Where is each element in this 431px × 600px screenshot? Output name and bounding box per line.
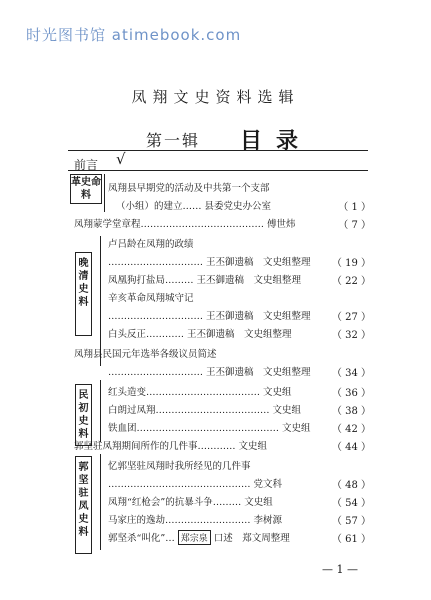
list-item: 红头造变……………………………… 文史组 xyxy=(108,387,292,398)
list-item: 卢吕龄在凤翔的政绩 xyxy=(108,239,194,250)
page-ref: （ 32 ） xyxy=(331,330,371,341)
watermark: 时光图书馆 atimebook.com xyxy=(26,26,242,44)
list-item: 凤翔蒙学堂章程………………………………… 傅世炜 xyxy=(74,219,296,230)
bracket-line xyxy=(100,454,101,550)
section-label-late-qing: 晚清史料 xyxy=(75,252,92,336)
list-item: 白头反正………… 王丕御遗稿 文史组整理 xyxy=(108,329,292,340)
list-item: 白朗过凤翔……………………………… 文史组 xyxy=(108,405,302,416)
name-stamp: 郑宗泉 xyxy=(178,530,211,545)
list-item: 郭坚驻凤翔期间所作的几件事………… 文史组 xyxy=(74,441,268,452)
bracket-line xyxy=(100,380,101,442)
page-ref: （ 44 ） xyxy=(331,442,371,453)
page-ref: （ 54 ） xyxy=(331,498,371,509)
list-item: ………………………… 王丕御遗稿 文史组整理 xyxy=(108,257,311,268)
list-item: 凤凰狗打盐局……… 王丕御遗稿 文史组整理 xyxy=(108,275,302,286)
list-item: ………………………… 王丕御遗稿 文史组整理 xyxy=(108,367,311,378)
section-label-revolution: 革史命料 xyxy=(70,174,102,204)
page-ref: （ 34 ） xyxy=(331,368,371,379)
page-ref: （ 7 ） xyxy=(338,220,371,231)
page-ref: （ 48 ） xyxy=(331,480,371,491)
list-item: 凤翔县民国元年选举各级议员简述 xyxy=(74,349,217,360)
foreword-rule xyxy=(68,170,368,171)
list-item: 忆郭坚驻凤翔时我所经见的几件事 xyxy=(108,461,251,472)
page-number: — 1 — xyxy=(322,563,358,576)
list-item: ……………………………………… 党文科 xyxy=(108,479,283,490)
section-label-early-republic: 民初史料 xyxy=(75,384,92,446)
page-ref: （ 1 ） xyxy=(338,202,371,213)
list-item: 辛亥革命凤翔城守记 xyxy=(108,293,194,304)
list-item: 铁血团……………………………………… 文史组 xyxy=(108,423,311,434)
page-ref: （ 61 ） xyxy=(331,534,371,545)
page-ref: （ 42 ） xyxy=(331,424,371,435)
page-ref: （ 38 ） xyxy=(331,406,371,417)
series-title: 凤翔文史资料选辑 xyxy=(131,88,300,106)
list-item: 凤翔“红枪会”的抗暴斗争……… 文史组 xyxy=(108,497,273,508)
volume-label: 第一辑 xyxy=(146,131,201,150)
page-ref: （ 22 ） xyxy=(331,276,371,287)
foreword: 前言 xyxy=(74,158,99,172)
page-ref: （ 27 ） xyxy=(331,312,371,323)
page-ref: （ 57 ） xyxy=(331,516,371,527)
page-ref: （ 36 ） xyxy=(331,388,371,399)
check-mark: √ xyxy=(116,150,126,168)
list-item: 凤翔县早期党的活动及中共第一个支部 xyxy=(108,183,270,194)
list-item: （小组）的建立…… 县委党史办公室 xyxy=(116,201,272,212)
title-rule xyxy=(68,150,368,151)
list-item: 郭坚杀“叫化”… 郑宗泉 口述 郑文周整理 xyxy=(108,530,290,545)
section-label-guojian: 郭坚驻凤史料 xyxy=(75,456,92,554)
list-item: ………………………… 王丕御遗稿 文史组整理 xyxy=(108,311,311,322)
bracket-line xyxy=(104,174,105,212)
page-ref: （ 19 ） xyxy=(331,258,371,269)
toc-title: 目录 xyxy=(240,129,313,154)
list-item: 马家庄的逸劫……………………… 李树源 xyxy=(108,515,283,526)
